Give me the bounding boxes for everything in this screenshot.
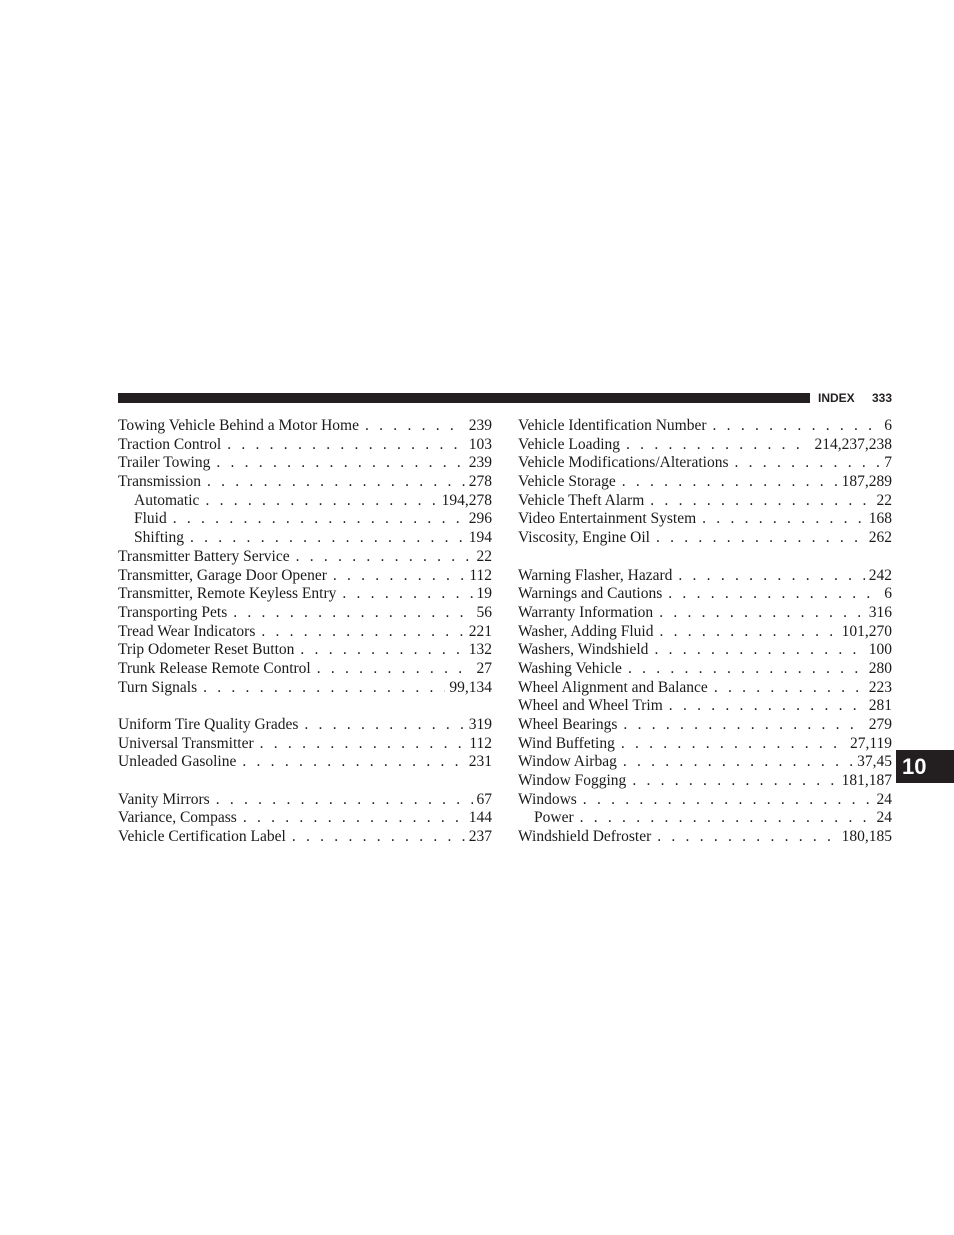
entry-page-ref: 6 [884,585,892,603]
entry-page-ref: 279 [868,716,892,733]
dot-leader [583,791,873,810]
index-entry [518,772,892,791]
entry-label: Trailer Towing [118,454,211,472]
entry-label: Window Fogging [518,772,627,790]
entry-page-ref: 278 [468,473,492,491]
dot-leader [300,641,464,660]
entry-page-ref: 103 [468,435,492,453]
entry-page-ref: 194 [468,529,492,547]
index-entry [118,604,492,623]
index-entry [118,716,492,735]
dot-leader [654,641,864,660]
entry-label: Video Entertainment System [518,510,697,528]
dot-leader [227,436,465,455]
entry-page-ref: 239 [468,454,492,472]
index-entry [118,473,492,492]
entry-label: Vehicle Certification Label [118,828,286,846]
dot-leader [365,417,465,436]
entry-page-ref: 239 [468,417,492,434]
index-entry [118,660,492,679]
index-entry [118,809,492,828]
dot-leader [292,828,465,847]
index-entry [518,735,892,754]
entry-page-ref: 7 [884,454,892,472]
entry-page-ref: 112 [469,566,492,584]
entry-label: Transmitter Battery Service [118,547,290,565]
entry-label: Washer, Adding Fluid [518,622,654,640]
entry-label: Power [534,809,574,827]
dot-leader [216,791,473,810]
entry-label: Vehicle Theft Alarm [518,491,645,509]
entry-label: Automatic [134,491,200,509]
dot-leader [626,436,810,455]
entry-label: Transmitter, Garage Door Opener [118,566,327,584]
entry-label: Washers, Windshield [518,641,649,659]
chapter-tab: 10 [896,750,954,783]
dot-leader [216,454,464,473]
entry-page-ref: 19 [476,585,492,603]
entry-page-ref: 231 [468,753,492,771]
dot-leader [628,660,865,679]
entry-label: Warranty Information [518,603,654,621]
dot-leader [632,772,837,791]
dot-leader [650,492,872,511]
dot-leader [190,529,465,548]
header-rule [118,393,810,403]
dot-leader [659,623,837,642]
entry-page-ref: 221 [468,622,492,640]
entry-page-ref: 6 [884,417,892,434]
entry-label: Universal Transmitter [118,734,254,752]
entry-label: Viscosity, Engine Oil [518,529,650,547]
entry-page-ref: 24 [876,809,892,827]
entry-label: Fluid [134,510,167,528]
index-entry [518,492,892,511]
entry-page-ref: 281 [868,697,892,715]
dot-leader [333,567,465,586]
dot-leader [735,454,881,473]
dot-leader [623,753,853,772]
entry-page-ref: 56 [476,603,492,621]
entry-page-ref: 99,134 [449,678,492,696]
entry-page-ref: 262 [868,529,892,547]
entry-label: Wheel and Wheel Trim [518,697,663,715]
entry-label: Wheel Alignment and Balance [518,678,708,696]
index-entry [518,604,892,623]
index-entry [518,417,892,436]
entry-page-ref: 187,289 [841,473,892,491]
index-entry [118,679,492,698]
dot-leader [342,585,472,604]
entry-label: Shifting [134,529,184,547]
entry-label: Windshield Defroster [518,828,652,846]
entry-page-ref: 168 [868,510,892,528]
index-entry [518,660,892,679]
dot-leader [205,492,437,511]
dot-leader [173,510,465,529]
index-entry [118,641,492,660]
dot-leader [623,716,864,735]
index-entry [118,454,492,473]
entry-label: Uniform Tire Quality Grades [118,716,299,733]
entry-label: Vehicle Modifications/Alterations [518,454,729,472]
running-header [818,390,892,406]
dot-leader [304,716,464,735]
index-entry [518,510,892,529]
index-entry [518,641,892,660]
index-entry [118,417,492,436]
entry-page-ref: 242 [868,566,892,584]
index-entry [518,436,892,455]
entry-label: Towing Vehicle Behind a Motor Home [118,417,359,434]
index-entry [518,828,892,847]
entry-label: Vehicle Storage [518,473,616,491]
entry-page-ref: 214,237,238 [814,435,892,453]
index-entry [118,828,492,847]
entry-page-ref: 316 [868,603,892,621]
entry-page-ref: 194,278 [441,491,492,509]
entry-page-ref: 22 [476,547,492,565]
entry-label: Vehicle Identification Number [518,417,707,434]
index-entry [118,623,492,642]
index-column-left [118,417,492,847]
entry-page-ref: 37,45 [857,753,892,771]
dot-leader [656,529,865,548]
dot-leader [203,679,445,698]
entry-label: Trip Odometer Reset Button [118,641,295,659]
entry-page-ref: 180,185 [841,828,892,846]
index-entry [118,753,492,772]
entry-label: Window Airbag [518,753,617,771]
entry-label: Washing Vehicle [518,659,622,677]
index-entry [118,735,492,754]
index-column-right [518,417,892,847]
dot-leader [233,604,472,623]
index-entry [118,436,492,455]
entry-label: Turn Signals [118,678,198,696]
entry-page-ref: 223 [868,678,892,696]
entry-label: Transporting Pets [118,603,228,621]
entry-page-ref: 296 [468,510,492,528]
entry-label: Vehicle Loading [518,435,621,453]
dot-leader [668,585,880,604]
index-entry [518,567,892,586]
entry-label: Warnings and Cautions [518,585,663,603]
index-entry [518,454,892,473]
entry-page-ref: 67 [476,790,492,808]
dot-leader [713,417,881,436]
dot-leader [702,510,865,529]
index-entry [518,679,892,698]
index-entry [518,585,892,604]
entry-page-ref: 24 [876,790,892,808]
dot-leader [260,735,466,754]
entry-label: Traction Control [118,435,222,453]
entry-page-ref: 27 [476,659,492,677]
index-entry [518,791,892,810]
index-entry [518,529,892,548]
dot-leader [261,623,464,642]
index-entry [118,585,492,604]
entry-label: Variance, Compass [118,809,237,827]
index-entry [118,567,492,586]
entry-page-ref: 101,270 [841,622,892,640]
index-entry [118,791,492,810]
entry-label: Tread Wear Indicators [118,622,256,640]
index-entry [518,623,892,642]
entry-page-ref: 27,119 [849,734,892,752]
index-entry [118,548,492,567]
entry-page-ref: 100 [868,641,892,659]
index-subentry [118,492,492,511]
dot-leader [243,809,465,828]
dot-leader [657,828,837,847]
entry-page-ref: 237 [468,828,492,846]
entry-page-ref: 181,187 [841,772,892,790]
dot-leader [622,473,838,492]
dot-leader [678,567,864,586]
entry-label: Transmitter, Remote Keyless Entry [118,585,337,603]
entry-label: Warning Flasher, Hazard [518,566,673,584]
index-subentry [518,809,892,828]
dot-leader [659,604,865,623]
entry-page-ref: 144 [468,809,492,827]
dot-leader [296,548,473,567]
dot-leader [207,473,465,492]
entry-label: Trunk Release Remote Control [118,659,311,677]
entry-page-ref: 280 [868,659,892,677]
entry-page-ref: 132 [468,641,492,659]
entry-page-ref: 319 [468,716,492,733]
index-entry [518,716,892,735]
entry-label: Windows [518,790,577,808]
dot-leader [242,753,464,772]
dot-leader [714,679,865,698]
entry-label: Unleaded Gasoline [118,753,237,771]
entry-label: Vanity Mirrors [118,790,210,808]
index-entry [518,697,892,716]
section-title: INDEX [818,391,855,405]
dot-leader [580,809,873,828]
entry-label: Wheel Bearings [518,716,618,733]
dot-leader [669,697,865,716]
index-subentry [118,529,492,548]
index-entry [518,473,892,492]
entry-page-ref: 112 [469,734,492,752]
index-subentry [118,510,492,529]
entry-page-ref: 22 [876,491,892,509]
index-entry [518,753,892,772]
entry-label: Wind Buffeting [518,734,615,752]
page-number: 333 [871,391,892,405]
dot-leader [317,660,473,679]
entry-label: Transmission [118,473,201,491]
dot-leader [621,735,846,754]
